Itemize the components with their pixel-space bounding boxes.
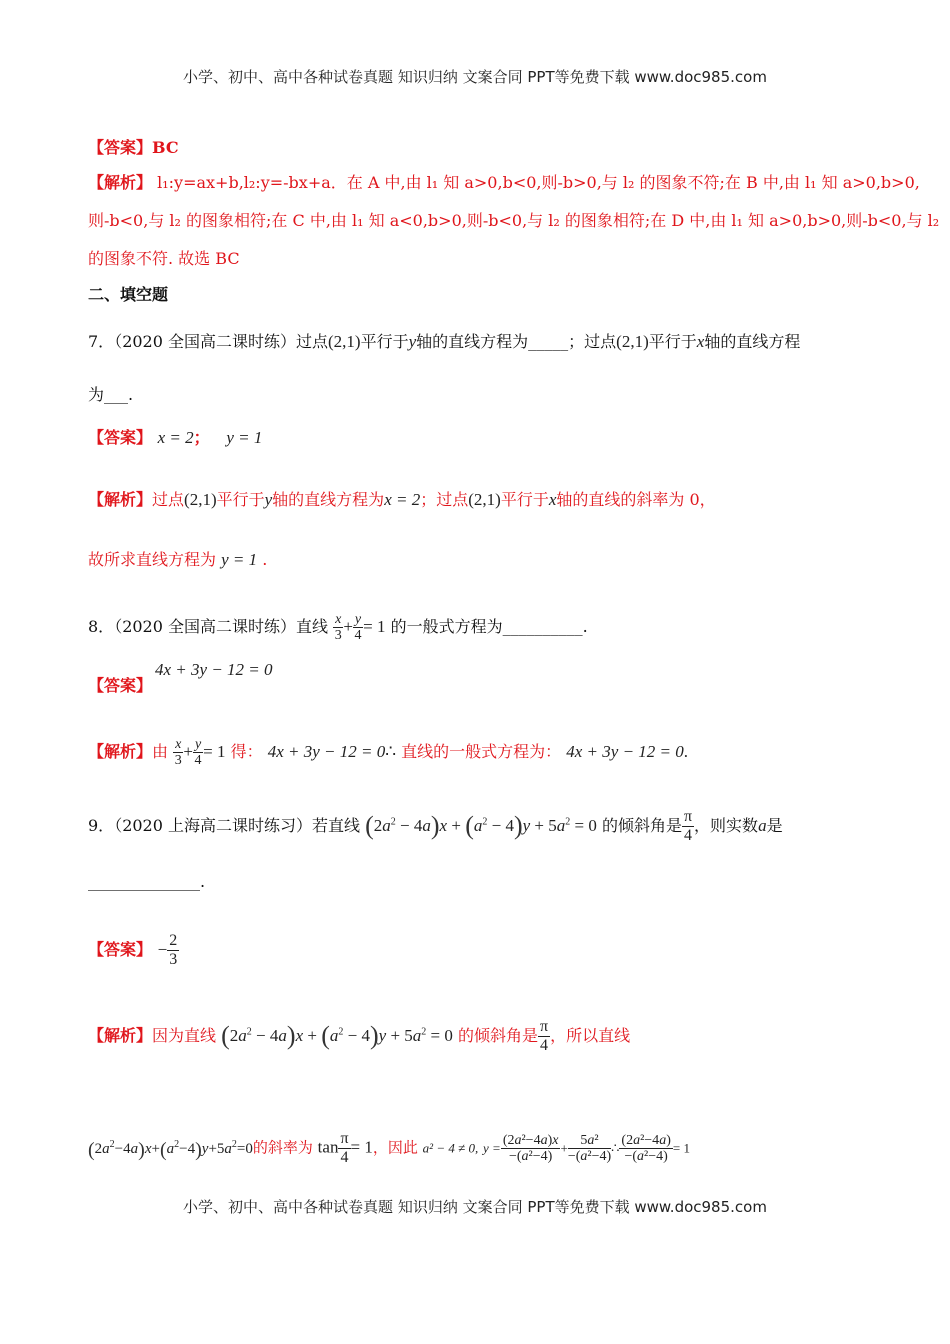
q9-stem-line1: 9．（2020 上海高二课时练习）若直线 $(2a^2 - 4a)x + (a^2 - 4)y + 5a^2 = 0$ 的倾斜角是 $\frac{\pi}{4}$ ，则实数a是 [88, 808, 783, 844]
q9-analysis-line1: 【解析】因为直线 $(2a^2 - 4a)x + (a^2 - 4)y + 5a^2 = 0$ 的倾斜角是 $\frac{\pi}{4}$ ，所以直线 [88, 1018, 631, 1054]
fraction-slope: $\frac{\text{(2a²−4a)}}{\text{−(a²−4)}}$ [621, 1133, 671, 1164]
q6-analysis-line3: 的图象不符. 故选 BC [88, 249, 240, 268]
q7-answer: 【答案】 x = 2； y = 1 [88, 428, 263, 447]
q9-answer: 【答案】 − $\frac{2}{3}$ [88, 932, 178, 968]
fraction-y-over-4: $\frac{y}{4}$ [194, 737, 202, 768]
analysis-tag: 【解析】 [88, 173, 153, 192]
q8-analysis: 【解析】由 $\frac{x}{3}$ + $\frac{y}{4}$ = 1 得： 4x + 3y − 12 = 0∴ 直线的一般式方程为： 4x + 3y − 12 = 0. [88, 737, 689, 768]
fraction-x-over-3: $\frac{x}{3}$ [334, 612, 342, 643]
analysis-text: l₁:y=ax+b,l₂:y=-bx+a．在 A 中,由 l₁ 知 a>0,b<0,则-b>0,与 l₂ 的图象不符;在 B 中,由 l₁ 知 a>0,b>0, [157, 173, 920, 192]
q6-analysis-line2: 则-b<0,与 l₂ 的图象相符;在 C 中,由 l₁ 知 a<0,b>0,则-b<0,与 l₂ 的图象相符;在 D 中,由 l₁ 知 a>0,b>0,则-b<0,与 l₂ [88, 211, 940, 230]
fraction-x-over-3: $\frac{x}{3}$ [174, 737, 182, 768]
q7-analysis-line2: 故所求直线方程为 y = 1 . [88, 550, 268, 569]
line-equation: $(2a^2-4a)x+(a^2-4)y+5a^2=0$ [88, 1138, 253, 1161]
q8-answer-tag: 【答案】 [88, 676, 153, 695]
q7-analysis-line1: 【解析】过点(2,1)平行于y轴的直线方程为x = 2；过点(2,1)平行于x轴的直线的斜率为 0， [88, 490, 716, 509]
q8-stem: 8．（2020 全国高二课时练）直线 $\frac{x}{3}$ + $\frac{y}{4}$ = 1 的一般式方程为__________. [88, 612, 588, 643]
fraction-pi-over-4: $\frac{\pi}{4}$ [340, 1130, 349, 1166]
fraction-term-1: $\frac{\text{(2a²−4a)x}}{\text{−(a²−4)}}$ [502, 1133, 559, 1164]
fraction-pi-over-4: $\frac{\pi}{4}$ [539, 1018, 549, 1054]
fraction-pi-over-4: $\frac{\pi}{4}$ [683, 808, 693, 844]
q9-analysis-line2: $(2a^2-4a)x+(a^2-4)y+5a^2=0$的斜率为 tan $\frac{\pi}{4}$ = 1，因此 a² − 4 ≠ 0, y = $\frac{\text{(2a²−4a)x}}{\text{−(a²−4)}}$ + $\frac{\text{5a²}}{\text{−(a²−4)}}$ ∴ $\frac{\text{(2a²−4a)}}{\text{−(a²−4)}}$ = 1 [88, 1130, 690, 1166]
answer-tag: 【答案】 [88, 138, 153, 157]
page-header: 小学、初中、高中各种试卷真题 知识归纳 文案合同 PPT等免费下载 www.doc985.com [183, 68, 767, 86]
q6-analysis-line1 [88, 173, 920, 193]
q7-stem-line2: 为___. [88, 385, 134, 404]
q9-stem-line2: ______________. [88, 872, 206, 891]
answer-fraction: $\frac{2}{3}$ [169, 932, 178, 968]
fraction-term-2: $\frac{\text{5a²}}{\text{−(a²−4)}}$ [567, 1133, 612, 1164]
fraction-y-over-4: $\frac{y}{4}$ [354, 612, 362, 643]
q8-answer-value: 4x + 3y − 12 = 0 [155, 660, 273, 679]
q6-answer [88, 138, 878, 158]
line-equation: $(2a^2 - 4a)x + (a^2 - 4)y + 5a^2 = 0$ [221, 1021, 453, 1050]
answer-value: BC [152, 138, 179, 157]
line-equation: $(2a^2 - 4a)x + (a^2 - 4)y + 5a^2 = 0$ [365, 811, 597, 840]
point-value: (2,1) [328, 332, 361, 351]
q7-stem-line1: 7．（2020 全国高二课时练）过点(2,1)平行于y轴的直线方程为_____；过点(2,1)平行于x轴的直线方程 [88, 332, 801, 351]
section-title: 二、填空题 [88, 285, 169, 304]
page-footer: 小学、初中、高中各种试卷真题 知识归纳 文案合同 PPT等免费下载 www.doc985.com [183, 1198, 767, 1216]
